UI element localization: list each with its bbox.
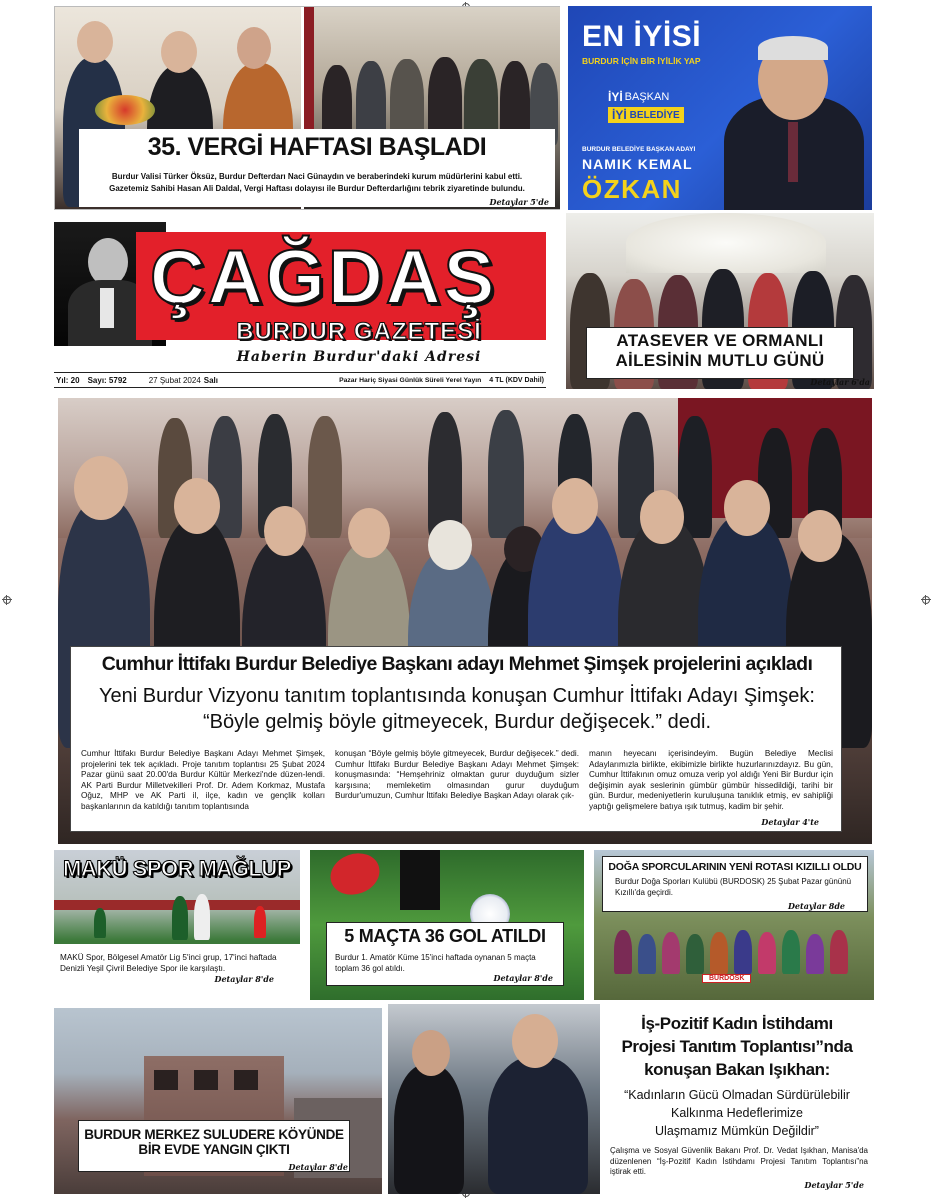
registration-mark-left bbox=[2, 595, 12, 605]
ad-first-name: NAMIK KEMAL bbox=[582, 156, 693, 172]
registration-mark-right bbox=[921, 595, 931, 605]
main-story-caption bbox=[70, 646, 842, 832]
minister-quote-2: Kalkınma Hedeflerimize bbox=[671, 1106, 803, 1120]
masthead-year: Yıl: 20 bbox=[56, 375, 80, 385]
masthead-publication-type: Pazar Hariç Siyasi Günlük Süreli Yerel Yayın bbox=[339, 376, 482, 384]
minister-headline-2: Projesi Tanıtım Toplantısı”nda bbox=[621, 1037, 853, 1056]
minister-story bbox=[388, 1004, 874, 1194]
nature-text: Burdur Doğa Sporları Kulübü (BURDOSK) 25 Şubat Pazar gününü Kızıllı'da geçirdi. bbox=[615, 877, 852, 897]
main-story-deck-1: Yeni Burdur Vizyonu tanıtım toplantısında konuşan Cumhur İttifakı Adayı Şimşek: bbox=[99, 685, 815, 707]
masthead-issue: Sayı: 5792 bbox=[87, 375, 127, 385]
wedding-headline-1: ATASEVER VE ORMANLI bbox=[616, 331, 824, 350]
ad-slogan-sub: BURDUR İÇİN BİR İYİLİK YAP bbox=[582, 56, 701, 66]
masthead-title: ÇAĞDAŞ bbox=[150, 235, 498, 320]
sports-story-2 bbox=[310, 850, 584, 1000]
sports-2-caption bbox=[326, 922, 564, 986]
fire-more-link[interactable]: Detaylar 8'de bbox=[288, 1162, 348, 1172]
fire-headline-2: BİR EVDE YANGIN ÇIKTI bbox=[138, 1142, 290, 1157]
masthead-subtitle: BURDUR GAZETESİ bbox=[236, 318, 482, 345]
top-story-more-link[interactable]: Detaylar 5'de bbox=[489, 197, 549, 207]
sports-1-headline: MAKÜ SPOR MAĞLUP bbox=[63, 856, 291, 881]
top-story bbox=[54, 6, 560, 210]
ad-last-name: ÖZKAN bbox=[582, 174, 682, 204]
nature-caption bbox=[602, 856, 868, 912]
minister-quote-3: Ulaşmamız Mümkün Değildir” bbox=[655, 1124, 819, 1138]
sports-2-more-link[interactable]: Detaylar 8'de bbox=[493, 973, 553, 983]
masthead-weekday: Salı bbox=[203, 375, 218, 385]
minister-text: Çalışma ve Sosyal Güvenlik Bakanı Prof. Dr. Vedat Işıkhan, Manisa'da düzenlenen “İş-Pozitif Kadın İstihdamı Projesi Tanıtım Toplantısı”na iştirak etti. bbox=[610, 1146, 868, 1176]
masthead-info-bar bbox=[54, 372, 546, 388]
campaign-ad bbox=[568, 6, 872, 210]
wedding-more-link[interactable]: Detaylar 6'da bbox=[810, 377, 870, 387]
ad-badge-baskan bbox=[608, 90, 669, 104]
main-story-col-2: konuşan “Böyle gelmiş böyle gitmeyecek, Burdur değişecek.” dedi. Cumhur İttifakı Burdur Belediye Başkanı Adayı Mehmet Şimşek: konuşmasında: “Hemşehriniz olmaktan gurur duyduğum sizler karşısına; memleketim olmasından gurur duyduğum Burdur'umuzun, Cumhur İttifakı Belediye Başkan Adayı olarak çık- bbox=[335, 749, 579, 801]
masthead-tagline: Haberin Burdur'daki Adresi bbox=[236, 349, 482, 365]
sports-2-text: Burdur 1. Amatör Küme 15'inci haftada oynanan 5 maçta toplam 36 gol atıldı. bbox=[335, 953, 536, 973]
nature-story bbox=[594, 850, 874, 1000]
sports-1-caption bbox=[54, 944, 300, 1000]
minister-quote-1: “Kadınların Gücü Olmadan Sürdürülebilir bbox=[624, 1088, 850, 1102]
ad-badge-label: BAŞKAN bbox=[624, 91, 670, 103]
sports-story-1 bbox=[54, 850, 300, 1000]
main-story-col-1: Cumhur İttifakı Burdur Belediye Başkanı Adayı Mehmet Şimşek, projelerini tek tek açıkladı. Proje tanıtım toplantısı 25 Şubat 2024 Pazar günü saat 20.00'da Burdur Kültür Merkezi'nde düzen-lendi. AK Parti Burdur Milletvekilleri Prof. Dr. Adem Korkmaz, Mustafa Oğuz, MHP ve AK Parti il, ilçe, kadın ve gençlik kolları başkanlarının da katıldığı tanıtım toplantısında bbox=[81, 749, 325, 811]
fire-headline-1: BURDUR MERKEZ SULUDERE KÖYÜNDE bbox=[84, 1127, 344, 1142]
wedding-caption bbox=[586, 327, 854, 379]
main-story-headline: Cumhur İttifakı Burdur Belediye Başkanı adayı Mehmet Şimşek projelerini açıkladı bbox=[101, 653, 813, 675]
main-story-photo bbox=[58, 398, 872, 844]
ad-badge-brand: İYİ bbox=[608, 90, 623, 104]
wedding-headline-2: AİLESİNİN MUTLU GÜNÜ bbox=[615, 351, 825, 370]
minister-caption bbox=[600, 1004, 874, 1194]
fire-story bbox=[54, 1008, 382, 1194]
ad-candidate-role: BURDUR BELEDİYE BAŞKAN ADAYI bbox=[582, 146, 696, 153]
wedding-story bbox=[566, 213, 874, 389]
top-story-caption bbox=[79, 129, 555, 207]
ad-badge2-brand: İYİ bbox=[612, 108, 627, 122]
sports-2-headline: 5 MAÇTA 36 GOL ATILDI bbox=[344, 926, 546, 946]
main-story-more-link[interactable]: Detaylar 4'te bbox=[761, 817, 819, 827]
ad-badge2-label: BELEDİYE bbox=[629, 109, 680, 121]
top-story-headline: 35. VERGİ HAFTASI BAŞLADI bbox=[147, 133, 487, 161]
ad-slogan-main: EN İYİSİ bbox=[582, 20, 702, 53]
masthead-price: 4 TL (KDV Dahil) bbox=[489, 376, 544, 384]
ad-badge-belediye bbox=[608, 107, 684, 123]
nature-more-link[interactable]: Detaylar 8de bbox=[787, 901, 845, 911]
nature-headline: DOĞA SPORCULARININ YENİ ROTASI KIZILLI OLDU bbox=[608, 861, 862, 873]
top-story-text-2: Gazetemiz Sahibi Hasan Ali Daldal, Vergi Haftası dolayısı ile Burdur Defterdarlığını tebrik ziyaretinde bulundu. bbox=[109, 184, 525, 193]
sports-1-text: MAKÜ Spor, Bölgesel Amatör Lig 5'inci grup, 17'inci haftada Denizli Yeşil Çivril Belediye Spor ile karşılaştı. bbox=[60, 953, 277, 973]
ad-candidate-portrait bbox=[718, 26, 870, 210]
main-story-col-3: manın heyecanı içerisindeyim. Bugün Belediye Meclisi Adaylarımızla birlikte, ekibimizle birlikte huzurlarınızdayız. Bu gün, Cumhur İttifakının omuz omuza verip yol aldığı Yeni Bir Burdur için değişimin ayak seslerinin gümbür gümbür hissedildiği, tarihi bir gün. Burdur, medeniyetlerin kuruluşuna tanıklık etmiş, ev sahipliği yaptığı gelişmelere batıya ışık tutmuş, kadim bir şehir. bbox=[589, 749, 833, 811]
top-story-text-1: Burdur Valisi Türker Öksüz, Burdur Defterdarı Naci Günaydın ve beraberindeki kurum müdürlerini kabul etti. bbox=[111, 172, 523, 181]
minister-headline-3: konuşan Bakan Işıkhan: bbox=[644, 1060, 830, 1079]
minister-headline-1: İş-Pozitif Kadın İstihdamı bbox=[641, 1014, 833, 1033]
minister-more-link[interactable]: Detaylar 5'de bbox=[804, 1180, 864, 1190]
masthead bbox=[54, 222, 546, 390]
nature-banner: BURDOSK bbox=[702, 974, 751, 983]
sports-1-more-link[interactable]: Detaylar 8'de bbox=[214, 974, 274, 984]
masthead-date: 27 Şubat 2024 bbox=[148, 375, 201, 385]
main-story-deck-2: “Böyle gelmiş böyle gitmeyecek, Burdur değişecek.” dedi. bbox=[202, 711, 712, 733]
